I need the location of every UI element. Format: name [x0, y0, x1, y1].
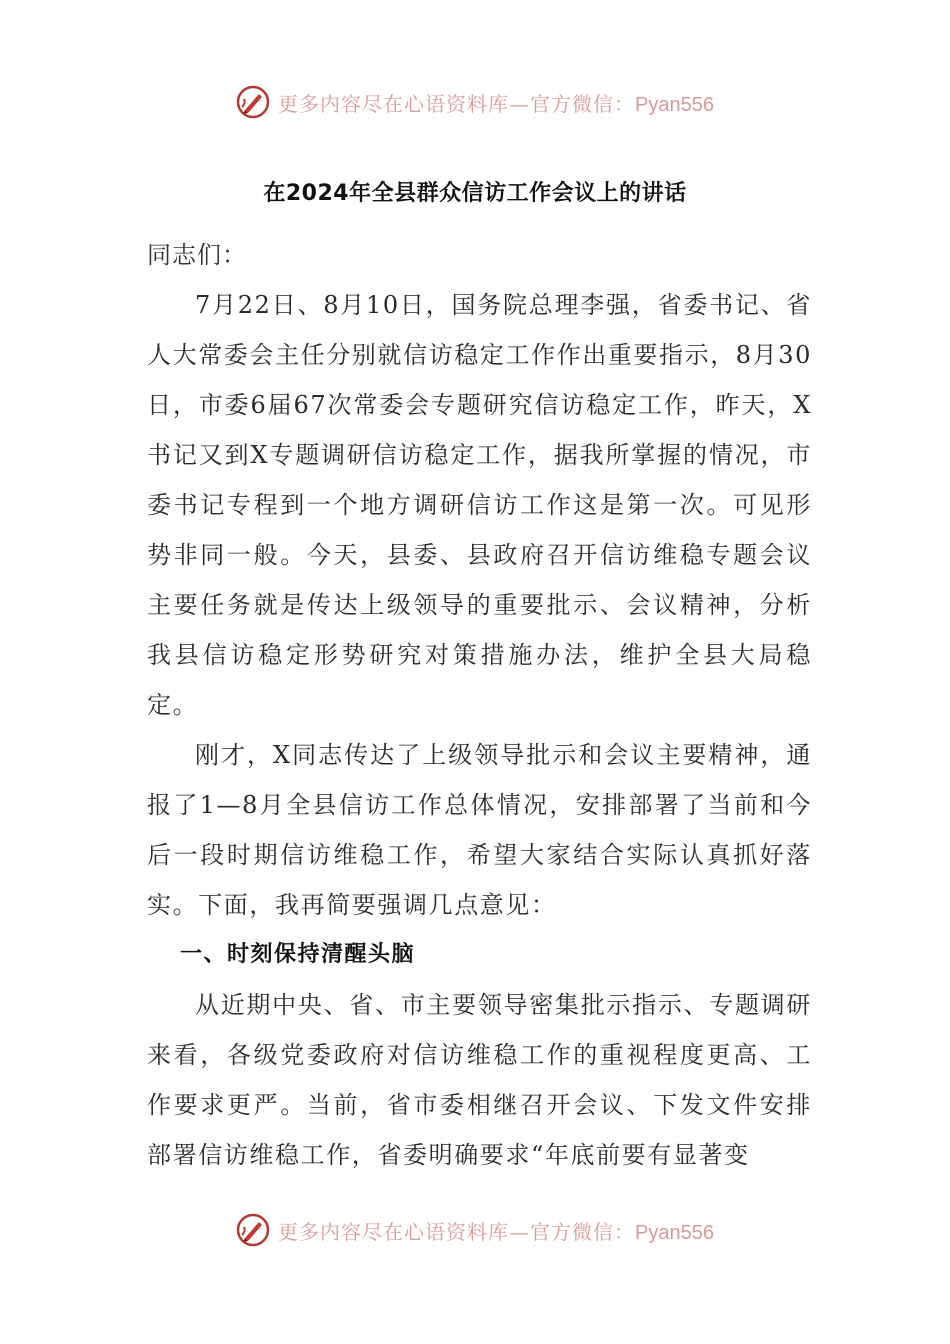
footer-watermark: [0, 1210, 950, 1250]
salutation: 同志们：: [147, 241, 247, 269]
pen-logo-icon: [236, 1213, 270, 1247]
paragraph: 从近期中央、省、市主要领导密集批示指示、专题调研来看，各级党委政府对信访维稳工作的重视程度更高、工作要求更严。当前，省市委相继召开会议、下发文件安排部署信访维稳工作，省委明确要求“年底前要有显著变: [147, 991, 812, 1169]
document-title: 在2024年全县群众信访工作会议上的讲话: [263, 181, 687, 206]
header-watermark: [0, 82, 950, 122]
section-heading: 一、时刻保持清醒头脑: [180, 942, 416, 967]
watermark-text: 更多内容尽在心语资料库—官方微信：Pyan556: [278, 1219, 714, 1244]
watermark-text: 更多内容尽在心语资料库—官方微信：Pyan556: [278, 91, 714, 116]
pen-logo-icon: [236, 85, 270, 119]
paragraph: 刚才，X同志传达了上级领导批示和会议主要精神，通报了1—8月全县信访工作总体情况，安排部署了当前和今后一段时期信访维稳工作，希望大家结合实际认真抓好落实。下面，我再简要强调几点意见：: [147, 741, 812, 919]
document-body: [147, 230, 812, 1180]
paragraph: 7月22日、8月10日，国务院总理李强，省委书记、省人大常委会主任分别就信访稳定工作作出重要指示，8月30日，市委6届67次常委会专题研究信访稳定工作，昨天，X书记又到X专题调研信访稳定工作，据我所掌握的情况，市委书记专程到一个地方调研信访工作这是第一次。可见形势非同一般。今天，县委、县政府召开信访维稳专题会议主要任务就是传达上级领导的重要批示、会议精神，分析我县信访稳定形势研究对策措施办法，维护全县大局稳定。: [147, 291, 813, 719]
